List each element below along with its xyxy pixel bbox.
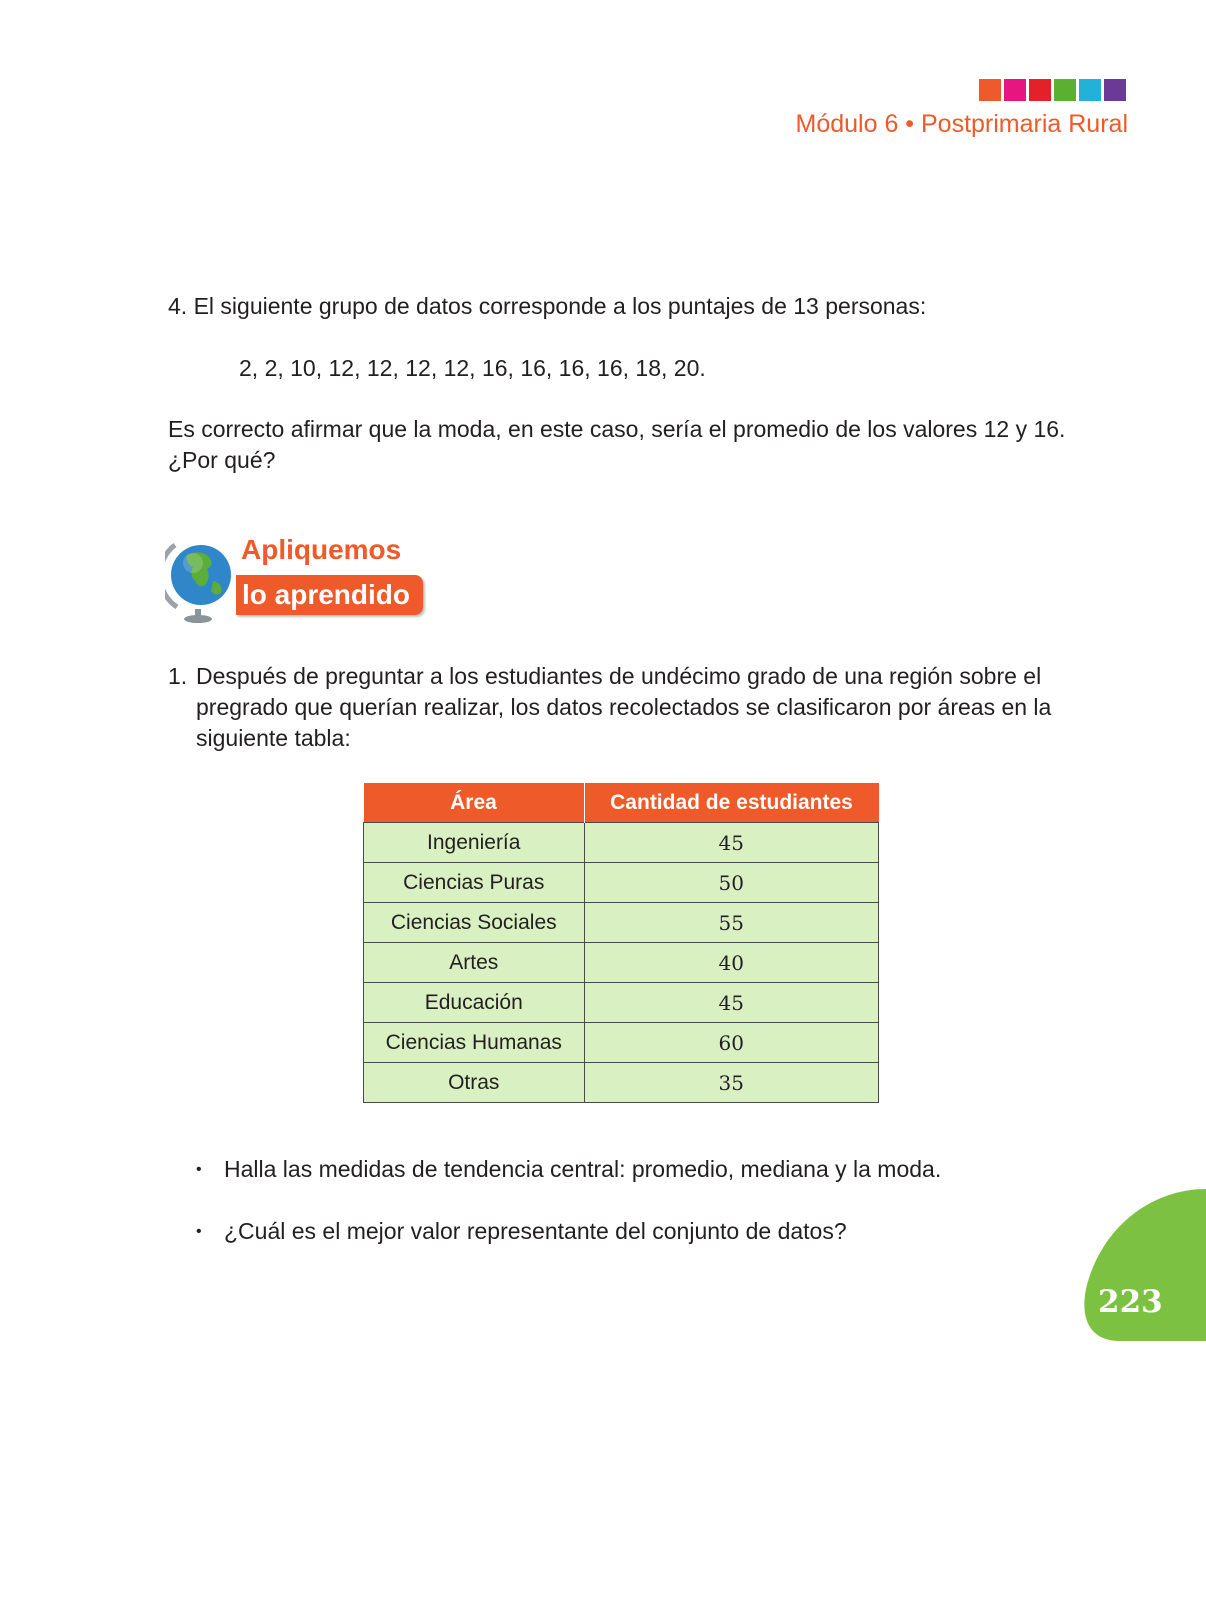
table-cell-area: Ciencias Humanas [364,1023,585,1063]
table-cell-area: Ciencias Puras [364,863,585,903]
header-color-squares [979,79,1126,101]
table-cell-area: Otras [364,1063,585,1103]
table-cell-area: Ingeniería [364,823,585,863]
color-square-cyan [1079,79,1101,101]
exercise-1-text [196,661,1051,754]
table-cell-count: 40 [584,943,879,983]
section-title-line1: Apliquemos [241,534,402,565]
table-cell-area: Ciencias Sociales [364,903,585,943]
table-cell-count: 60 [584,1023,879,1063]
table-row [364,903,879,943]
exercise-1-line1: Después de preguntar a los estudiantes de undécimo grado de una región sobre el [196,663,1042,689]
question-4-statement-line2: ¿Por qué? [168,447,276,473]
table-cell-area: Educación [364,983,585,1023]
module-title: Módulo 6 • Postprimaria Rural [795,110,1128,138]
bullet-text: ¿Cuál es el mejor valor representante del conjunto de datos? [224,1218,847,1244]
bullet-symbol: • [196,1161,202,1178]
table-header-row [364,783,879,823]
bullet-symbol: • [196,1223,202,1240]
color-square-magenta [1004,79,1026,101]
table-cell-count: 35 [584,1063,879,1103]
table-cell-count: 45 [584,983,879,1023]
table-row [364,863,879,903]
color-square-green [1054,79,1076,101]
question-4-statement [168,414,1065,476]
color-square-red [1029,79,1051,101]
table-row [364,1063,879,1103]
globe-icon [165,535,237,625]
exercise-1-line2: pregrado que querían realizar, los datos recolectados se clasificaron por áreas en la [196,694,1052,720]
exercise-1-number: 1. [168,663,188,689]
table-cell-count: 50 [584,863,879,903]
table-cell-count: 45 [584,823,879,863]
table-row [364,823,879,863]
page-number: 223 [1098,1284,1163,1320]
question-4-statement-line1: Es correcto afirmar que la moda, en este caso, sería el promedio de los valores 12 y 16. [168,416,1066,442]
bullet-text: Halla las medidas de tendencia central: promedio, mediana y la moda. [224,1156,942,1182]
table-header-count: Cantidad de estudiantes [584,783,879,823]
table-row [364,943,879,983]
students-by-area-table [363,783,879,1103]
question-4-intro: 4. El siguiente grupo de datos corresponde a los puntajes de 13 personas: [168,293,927,319]
color-square-purple [1104,79,1126,101]
table-row [364,983,879,1023]
exercise-1-line3: siguiente tabla: [196,725,351,751]
table-row [364,1023,879,1063]
color-square-orange [979,79,1001,101]
question-4-data: 2, 2, 10, 12, 12, 12, 12, 16, 16, 16, 16, 18, 20. [239,355,706,381]
table-cell-area: Artes [364,943,585,983]
table-header-area: Área [364,783,585,823]
table-cell-count: 55 [584,903,879,943]
section-title-line2: lo aprendido [236,575,423,615]
